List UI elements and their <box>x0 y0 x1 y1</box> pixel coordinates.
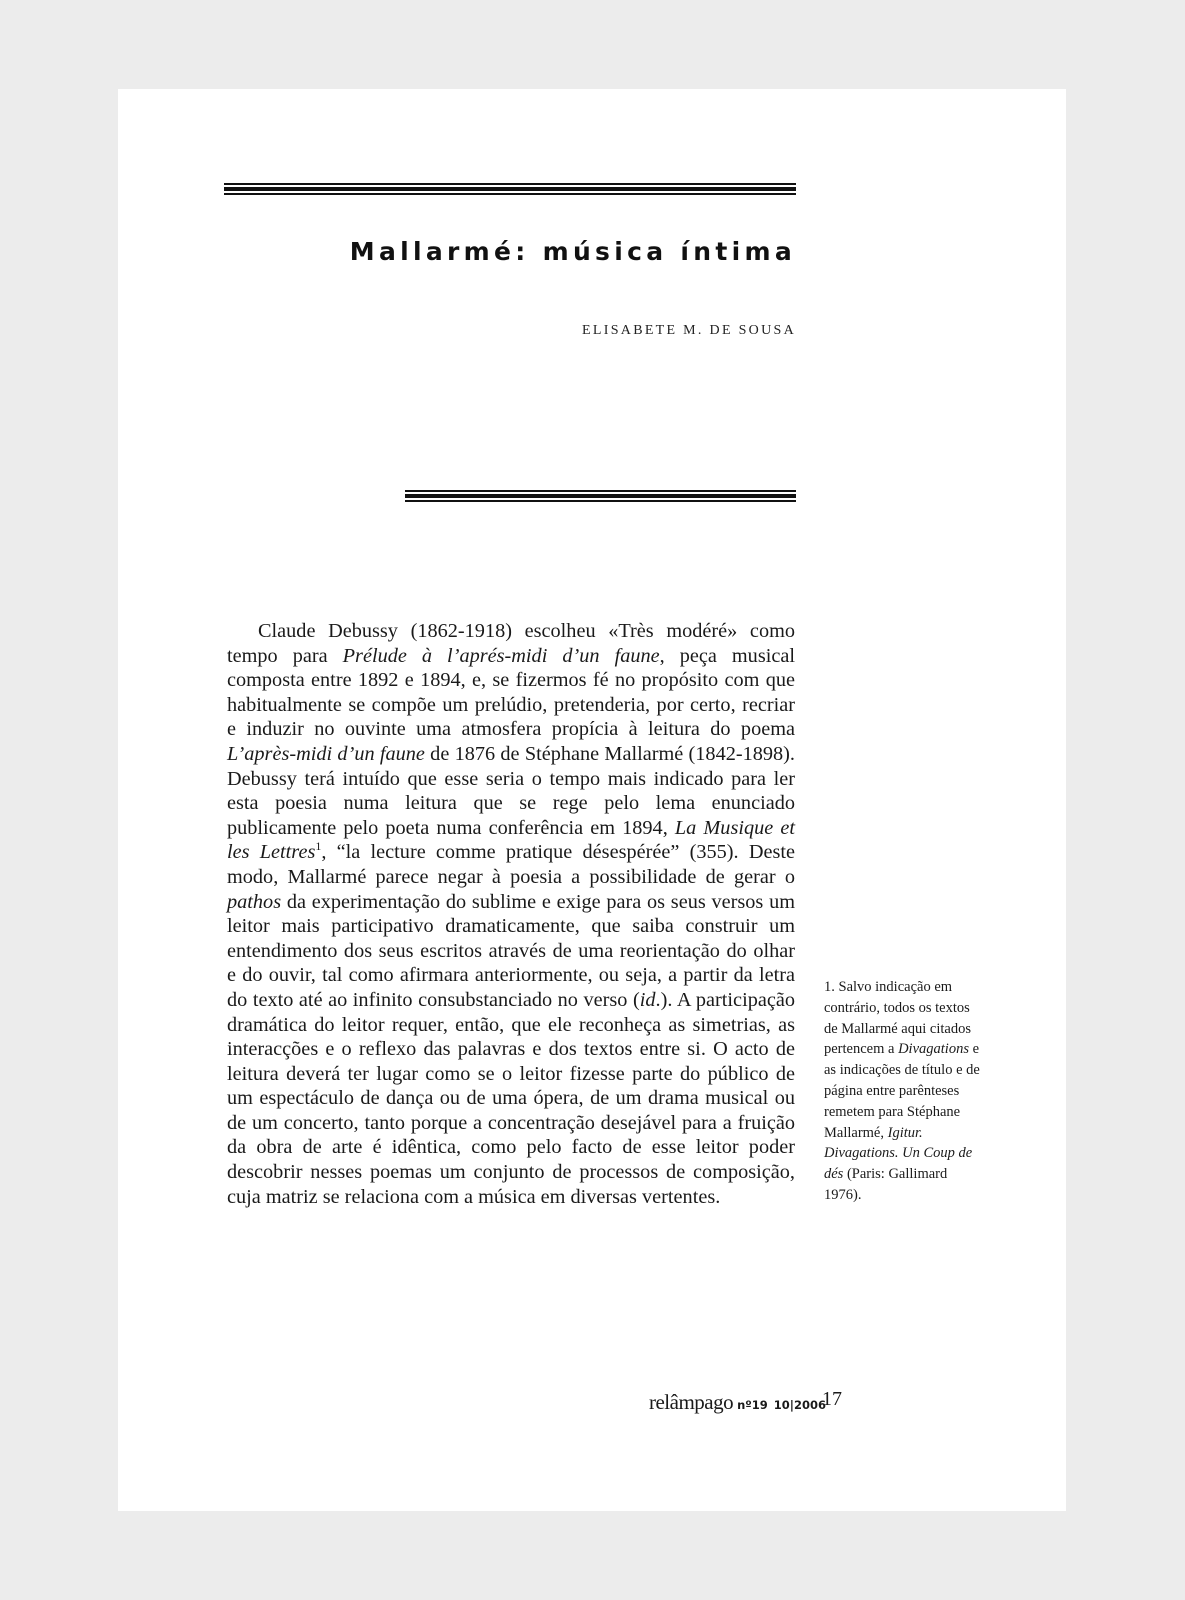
work-title: La Musique et les Lettres <box>227 816 796 864</box>
emphasis-term: id <box>639 988 656 1011</box>
title-bottom-rule <box>405 490 796 502</box>
article-author: ELISABETE M. DE SOUSA <box>582 323 796 338</box>
rule-line-thick <box>224 187 796 191</box>
footnote-reference: 1 <box>315 839 322 854</box>
work-title: Igitur. Divagations. Un Coup de dés <box>824 1124 973 1183</box>
work-title: L’après-midi d’un faune <box>227 742 425 765</box>
footnote <box>824 977 984 1206</box>
footnote-text-run: 1. Salvo indicação em contrário, todos os textos de Mallarmé aqui citados pertencem a <box>824 979 971 1058</box>
article-title: Mallarmé: música íntima <box>349 237 796 266</box>
document-page <box>118 89 1066 1511</box>
rule-line-thin <box>405 500 796 502</box>
rule-line-thin <box>405 490 796 492</box>
body-text-run: , peça musical composta entre 1892 e 1894, e, se fizermos fé no propósito com que habitualmente se compõe um prelúdio, pretenderia, por certo, recriar e induzir no ouvinte uma atmosfera propícia à leitura do poema <box>227 644 795 741</box>
page-number: 17 <box>822 1388 842 1410</box>
body-paragraph <box>227 619 795 1209</box>
footnote-text-run: (Paris: Gallimard 1976). <box>824 1166 948 1203</box>
body-text-run: , “la lecture comme pratique désespérée” (355). Deste modo, Mallarmé parece negar à poesia a possibilidade de gerar o <box>227 841 796 888</box>
rule-line-thin <box>224 183 796 185</box>
work-title: Divagations <box>898 1041 969 1058</box>
issue-number: nº19 <box>737 1398 768 1412</box>
footnote-text-run: e as indicações de título e de página entre parênteses remetem para Stéphane Mallarmé, <box>824 1041 980 1141</box>
body-text-run: de 1876 de Stéphane Mallarmé (1842-1898). Debussy terá intuído que esse seria o tempo mais indicado para ler esta poesia numa leitura que se rege pelo lema enunciado publicamente pelo poeta numa conferência em 1894, <box>227 742 795 839</box>
rule-line-thin <box>224 193 796 195</box>
emphasis-term: pathos <box>227 890 282 913</box>
work-title: Prélude à l’aprés-midi d’un faune <box>342 644 660 667</box>
body-text-run: Claude Debussy (1862-1918) escolheu «Très modéré» como tempo para <box>227 620 795 667</box>
issue-date: 10|2006 <box>773 1398 826 1412</box>
rule-line-thick <box>405 494 796 498</box>
journal-name: relâmpago <box>648 1390 734 1414</box>
title-top-rule <box>224 183 796 195</box>
running-footer <box>649 1390 826 1415</box>
body-text-run: .). A participação dramática do leitor requer, então, que ele reconheça as simetrias, as interacções e o reflexo das palavras e dos textos entre si. O acto de leitura deverá ter lugar como se o leitor fizesse parte do público de um espectáculo de dança ou de uma ópera, de um drama musical ou de um concerto, tanto porque a concentração desejável para a fruição da obra de arte é idêntica, como pelo facto de esse leitor poder descobrir nesses poemas um conjunto de processos de composição, cuja matriz se relaciona com a música em diversas vertentes. <box>227 988 795 1208</box>
body-text-run: da experimentação do sublime e exige para os seus versos um leitor mais participativo dramaticamente, que saiba construir um entendimento dos seus escritos através de uma reorientação do olhar e do ouvir, tal como afirmara anteriormente, ou seja, a partir da letra do texto até ao infinito consubstanciado no verso ( <box>227 890 795 1011</box>
